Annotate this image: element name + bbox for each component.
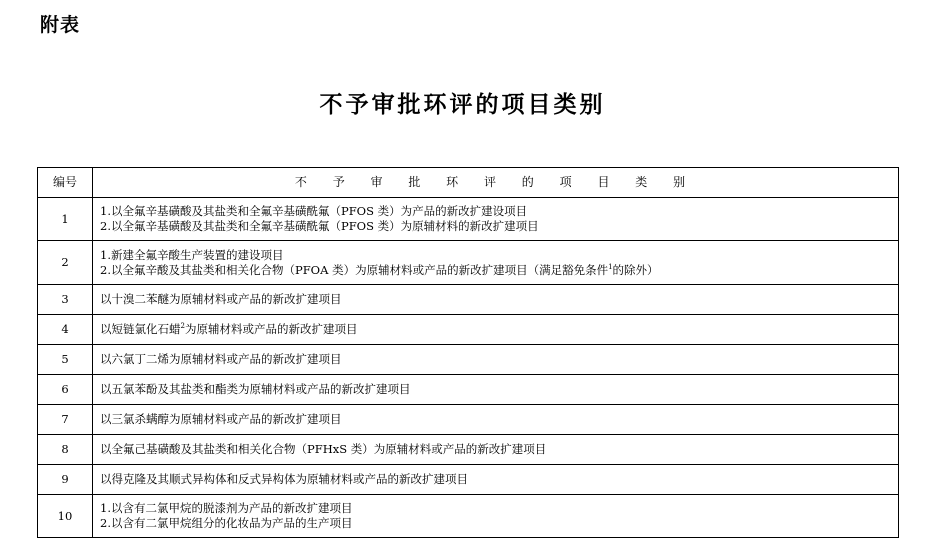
footnote-marker: 1 — [608, 262, 613, 271]
category-line: 1.新建全氟辛酸生产装置的建设项目 — [100, 247, 284, 262]
row-category — [93, 315, 899, 345]
row-category: 以全氟己基磺酸及其盐类和相关化合物（PFHxS 类）为原辅材料或产品的新改扩建项目 — [93, 435, 899, 465]
column-header-category: 不 予 审 批 环 评 的 项 目 类 别 — [93, 168, 899, 198]
project-category-table — [37, 167, 899, 538]
document-title: 不予审批环评的项目类别 — [319, 91, 606, 118]
category-line: 1.以全氟辛基磺酸及其盐类和全氟辛基磺酰氟（PFOS 类）为产品的新改扩建设项目 — [100, 204, 528, 218]
table-row — [38, 405, 899, 435]
category-line — [100, 263, 891, 278]
row-category: 以三氯杀螨醇为原辅材料或产品的新改扩建项目 — [93, 405, 899, 435]
row-number: 6 — [38, 375, 93, 405]
row-number: 3 — [38, 285, 93, 315]
table-row — [38, 465, 899, 495]
row-number: 8 — [38, 435, 93, 465]
row-category: 以得克隆及其顺式异构体和反式异构体为原辅材料或产品的新改扩建项目 — [93, 465, 899, 495]
row-number: 1 — [38, 198, 93, 241]
row-number: 7 — [38, 405, 93, 435]
row-category — [93, 495, 899, 538]
table-row — [38, 285, 899, 315]
category-line: 2.以全氟辛基磺酸及其盐类和全氟辛基磺酰氟（PFOS 类）为原辅材料的新改扩建项目 — [100, 219, 539, 233]
row-category: 以五氯苯酚及其盐类和酯类为原辅材料或产品的新改扩建项目 — [93, 375, 899, 405]
table-row — [38, 435, 899, 465]
row-category: 以十溴二苯醚为原辅材料或产品的新改扩建项目 — [93, 285, 899, 315]
row-category — [93, 198, 899, 241]
table-row — [38, 495, 899, 538]
row-number: 2 — [38, 241, 93, 285]
table-header-row — [38, 168, 899, 198]
table-row — [38, 375, 899, 405]
row-number: 10 — [38, 495, 93, 538]
category-text: 以短链氯化石蜡 — [100, 322, 181, 336]
category-text-tail: 为原辅材料或产品的新改扩建项目 — [184, 322, 358, 336]
category-line: 2.以含有二氯甲烷组分的化妆品为产品的生产项目 — [100, 516, 353, 530]
row-number: 9 — [38, 465, 93, 495]
row-number: 5 — [38, 345, 93, 375]
table-row — [38, 315, 899, 345]
table-row — [38, 345, 899, 375]
column-header-number: 编号 — [38, 168, 93, 198]
row-category: 以六氯丁二烯为原辅材料或产品的新改扩建项目 — [93, 345, 899, 375]
category-text-tail: 的除外） — [612, 262, 659, 277]
category-line: 1.以含有二氯甲烷的脱漆剂为产品的新改扩建项目 — [100, 501, 353, 515]
appendix-label: 附表 — [40, 14, 81, 36]
table-row — [38, 241, 899, 285]
row-category — [93, 241, 899, 285]
table-row — [38, 198, 899, 241]
category-text: 2.以全氟辛酸及其盐类和相关化合物（PFOA 类）为原辅材料或产品的新改扩建项目（满足豁免条件 — [100, 262, 609, 277]
row-number: 4 — [38, 315, 93, 345]
footnote-marker: 2 — [180, 322, 185, 330]
